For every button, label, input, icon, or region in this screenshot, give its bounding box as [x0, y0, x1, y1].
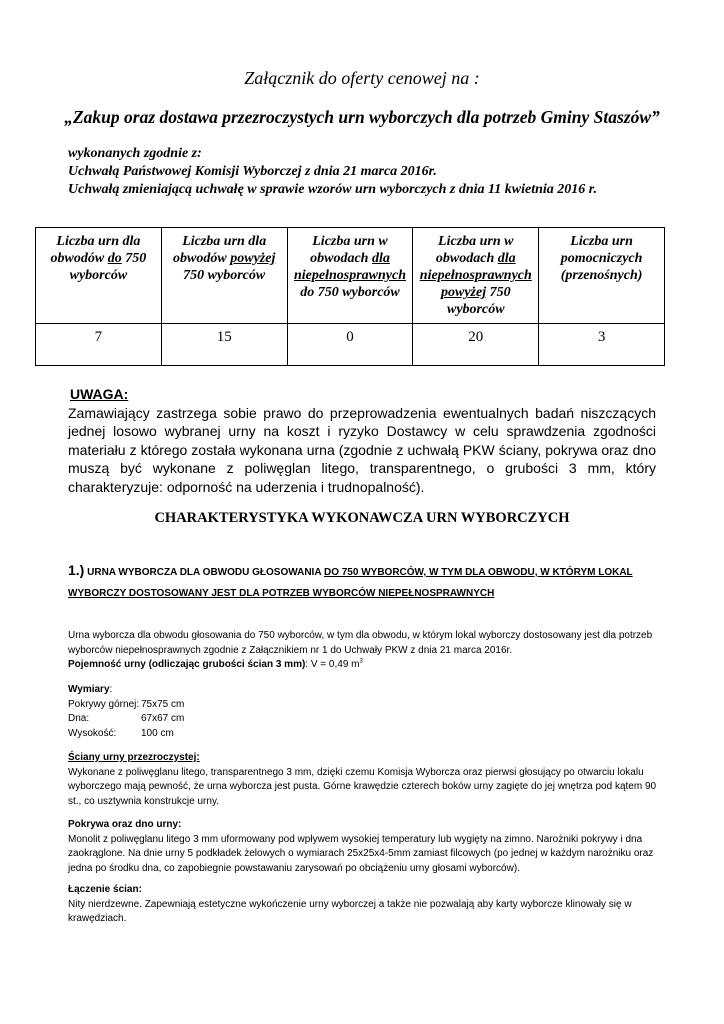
- table-row: [36, 324, 665, 366]
- warning-note: [68, 385, 656, 496]
- section-title-part: URNA WYBORCZA DLA OBWODU GŁOSOWANIA: [87, 567, 324, 578]
- joints-text: Nity nierdzewne. Zapewniają estetyczne wykończenie urny wyborczej a także nie pozwalają aby karty wyborcze klinowały się w krawędziach.: [68, 898, 632, 924]
- lid-text: Monolit z poliwęglanu litego 3 mm uformowany pod wpływem wysokiej temperatury lub wygięty na zimno. Narożniki pokrywy i dna zaokrąglone. Na dnie urny 5 podkładek żelowych o wymiarach 25x25x4-5mm zamiast filcowych (po jednej w każdym narożniku oraz jedna po środku dna, co zapobiegnie powstawaniu zarysowań po obciążeniu urny głosami wyborców).: [68, 833, 654, 874]
- dimensions-block: [68, 683, 664, 741]
- section-number: 1.): [68, 562, 85, 578]
- warning-body: Zamawiający zastrzega sobie prawo do przeprowadzenia ewentualnych badań niszczących jednej losowo wybranej urny na koszt i ryzyko Dostawcy w celu sprawdzenia zgodności materiału z którego została wykonana urna (zgodnie z uchwałą PKW ściany, pokrywa oraz dno muszą być wykonane z poliwęglan litego, transparentnego, o grubości 3 mm, który charakteryzuje: odporność na uderzenia i trudnopalność).: [68, 404, 656, 495]
- dimensions-label: Wymiary: [68, 684, 110, 695]
- section-heading: CHARAKTERYSTYKA WYKONAWCZA URN WYBORCZYCH: [154, 510, 570, 526]
- warning-label: UWAGA:: [70, 386, 129, 402]
- capacity-value: : V = 0,49 m: [305, 659, 360, 670]
- table-cell: 0: [287, 324, 413, 366]
- table-cell: 15: [161, 324, 287, 366]
- walls-block: [68, 751, 664, 809]
- basis-line: Uchwałą zmieniającą uchwałę w sprawie wzorów urn wyborczych z dnia 11 kwietnia 2016 r.: [68, 182, 597, 197]
- lid-block: [68, 818, 664, 876]
- capacity-line: [68, 658, 668, 673]
- dimension-row: Dna: 67x67 cm: [68, 713, 185, 724]
- header-cell: Liczba urn dla obwodów powyżej 750 wyborców: [161, 228, 287, 324]
- capacity-exponent: 3: [359, 658, 363, 665]
- walls-label: Ściany urny przezroczystej:: [68, 752, 200, 763]
- table-cell: 7: [36, 324, 162, 366]
- description-text: Urna wyborcza dla obwodu głosowania do 750 wyborców, w tym dla obwodu, w którym lokal wyborczy dostosowany jest dla potrzeb wyborców niepełnosprawnych zgodnie z Załącznikiem nr 1 do Uchwały PKW z dnia 21 marca 2016r.: [68, 630, 653, 656]
- dimension-row: Wysokość: 100 cm: [68, 727, 174, 739]
- joints-block: [68, 883, 664, 927]
- header-cell: Liczba urn pomocniczych (przenośnych): [539, 228, 665, 324]
- legal-basis: [68, 145, 688, 199]
- section-title-part-underlined: DO 750 WYBORCÓW, W TYM DLA OBWODU, W KTÓRYM LOKAL WYBORCZY DOSTOSOWANY JEST DLA POTRZEB WYBORCÓW NIEPEŁNOSPRAWNYCH: [68, 567, 633, 599]
- header-cell: Liczba urn w obwodach dla niepełnosprawnych powyżej 750 wyborców: [413, 228, 539, 324]
- dimensions-colon: :: [109, 684, 113, 695]
- table-header-row: [36, 228, 665, 324]
- basis-line: wykonanych zgodnie z:: [68, 146, 202, 161]
- page-title: Załącznik do oferty cenowej na :: [244, 68, 480, 88]
- urn-description: [68, 629, 668, 673]
- dimension-row: Pokrywy górnej: 75x75 cm: [68, 698, 185, 710]
- table-cell: 20: [413, 324, 539, 366]
- walls-text: Wykonane z poliwęglanu litego, transparentnego 3 mm, dzięki czemu Komisja Wyborcza oraz pierwsi głosujący po otwarciu lokalu wyborczego mają pewność, że urna wyborcza jest pusta. Górne krawędzie czterech boków urny zagięte do jej wnętrza pod kątem 90 st., co usztywnia konstrukcje urny.: [68, 766, 657, 807]
- table-cell: 3: [539, 324, 665, 366]
- capacity-label: Pojemność urny (odliczając grubości ścian 3 mm): [68, 659, 306, 670]
- header-cell: Liczba urn w obwodach dla niepełnosprawnych do 750 wyborców: [287, 228, 413, 324]
- section-1-title: [68, 560, 668, 604]
- urn-count-table: [35, 227, 665, 366]
- joints-label: Łączenie ścian:: [68, 884, 142, 895]
- header-cell: Liczba urn dla obwodów do 750 wyborców: [36, 228, 162, 324]
- lid-label: Pokrywa oraz dno urny:: [68, 819, 182, 830]
- basis-line: Uchwałą Państwowej Komisji Wyborczej z dnia 21 marca 2016r.: [68, 164, 437, 179]
- order-subject: „Zakup oraz dostawa przezroczystych urn wyborczych dla potrzeb Gminy Staszów”: [64, 107, 660, 127]
